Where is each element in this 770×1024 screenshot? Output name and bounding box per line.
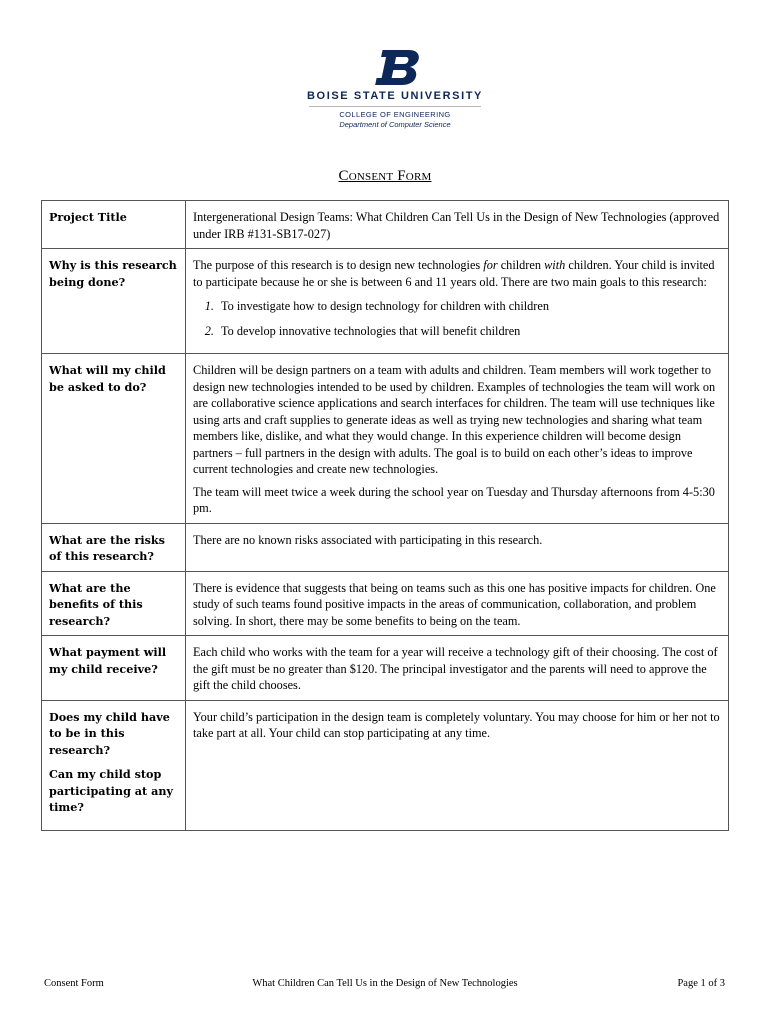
- logo-divider: [309, 106, 481, 107]
- answer-text: Each child who works with the team for a year will receive a technology gift of their choosing. The cost of the gift must be no greater than $120. The principal investigator and the parents will need to approve the gift the child chooses.: [193, 645, 718, 692]
- question-cell: Why is this research being done?: [42, 249, 186, 354]
- question-cell: What payment will my child receive?: [42, 636, 186, 701]
- answer-cell: [186, 354, 729, 524]
- question-cell: What are the risks of this research?: [42, 523, 186, 571]
- footer-center: What Children Can Tell Us in the Design of New Technologies: [252, 978, 518, 989]
- question-text: Can my child stop participating at any time?: [49, 767, 173, 814]
- answer-cell: [186, 201, 729, 249]
- answer-cell: [186, 571, 729, 636]
- table-row: [42, 636, 729, 701]
- boise-state-b-logo-icon: [371, 48, 419, 86]
- answer-cell: [186, 700, 729, 830]
- department-name: Department of Computer Science: [339, 120, 451, 129]
- college-name: COLLEGE OF ENGINEERING: [339, 110, 451, 119]
- table-row: [42, 354, 729, 524]
- page-title: Consent Form: [338, 168, 432, 184]
- answer-text: The purpose of this research is to design new technologies for children with children. Your child is invited to participate because he or she is between 6 and 11 years old. There are two main goals to this research:: [193, 258, 715, 289]
- table-row: [42, 249, 729, 354]
- answer-text: Intergenerational Design Teams: What Children Can Tell Us in the Design of New Technologies (approved under IRB #131-SB17-027): [193, 210, 720, 241]
- answer-cell: [186, 249, 729, 354]
- table-row: [42, 523, 729, 571]
- answer-cell: [186, 523, 729, 571]
- footer-left: Consent Form: [44, 978, 104, 989]
- list-item: 2. To develop innovative technologies that will benefit children: [217, 323, 722, 340]
- university-logo: [300, 48, 490, 129]
- consent-table: [41, 200, 729, 831]
- question-cell: [42, 700, 186, 830]
- page-number: Page 1 of 3: [677, 978, 725, 989]
- question-cell: What will my child be asked to do?: [42, 354, 186, 524]
- table-row: [42, 700, 729, 830]
- answer-cell: [186, 636, 729, 701]
- table-row: [42, 201, 729, 249]
- university-name: BOISE STATE UNIVERSITY: [307, 90, 483, 102]
- list-item: 1. To investigate how to design technology for children with children: [217, 298, 722, 315]
- answer-text: Children will be design partners on a team with adults and children. Team members will work together to design new technologies intended to be used by children. Examples of technologies the team will work on are collaborative science applications and search interfaces for children. The team will use techniques like using arts and craft supplies to generate ideas as well as trying new technologies and sharing what team members like, dislike, and what they would change. In this experience children will become design partners – full partners in the design with adults. The goal is to build on each other’s ideas to improve current technologies and create new technologies.: [193, 363, 716, 476]
- question-text: Does my child have to be in this research?: [49, 709, 170, 757]
- answer-text: There are no known risks associated with participating in this research.: [193, 532, 543, 547]
- question-cell: What are the benefits of this research?: [42, 571, 186, 636]
- table-row: [42, 571, 729, 636]
- question-cell: Project Title: [42, 201, 186, 249]
- goals-list: [193, 298, 722, 339]
- answer-text: The team will meet twice a week during the school year on Tuesday and Thursday afternoons from 4-5:30 pm.: [193, 484, 715, 515]
- answer-text: Your child’s participation in the design team is completely voluntary. You may choose for him or her not to take part at all. Your child can stop participating at any time.: [193, 709, 720, 740]
- answer-text: There is evidence that suggests that being on teams such as this one has positive impacts for children. One study of such teams found positive impacts in the areas of communication, collaboration, and problem solving. In short, there may be some benefits to being on the team.: [193, 580, 716, 628]
